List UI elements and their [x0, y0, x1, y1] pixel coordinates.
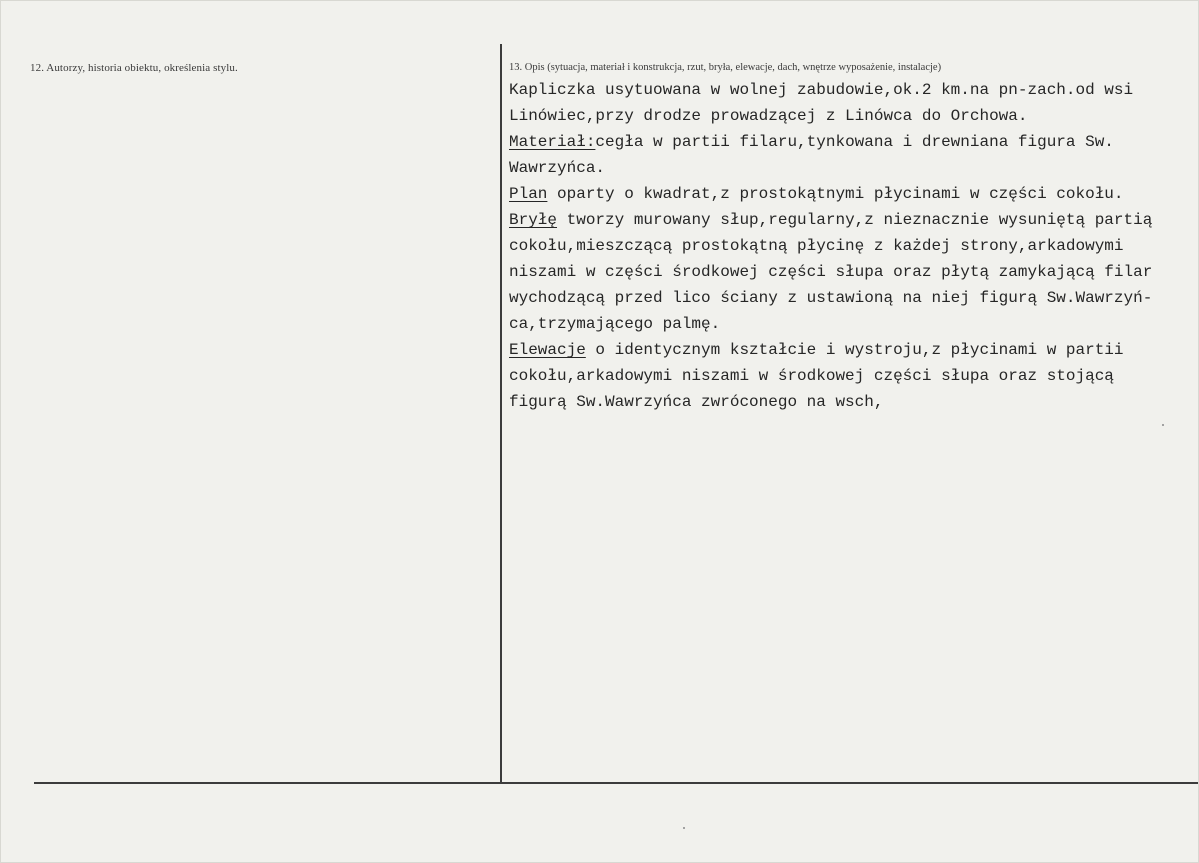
underlined-term: Plan [509, 185, 548, 203]
description-line [509, 103, 1189, 129]
vertical-divider [500, 44, 502, 784]
underlined-term: Bryłę [509, 211, 558, 229]
description-text [509, 77, 1189, 415]
line-text: oparty o kwadrat,z prostokątnymi płycinami w części cokołu. [547, 185, 1124, 203]
line-text: figurą Sw.Wawrzyńca zwróconego na wsch, [509, 393, 884, 411]
line-text: cokołu,mieszczącą prostokątną płycinę z każdej strony,arkadowymi [509, 237, 1124, 255]
line-text: ca,trzymającego palmę. [509, 315, 721, 333]
description-line [509, 155, 1189, 181]
description-line [509, 285, 1189, 311]
description-line [509, 129, 1189, 155]
line-text: niszami w części środkowej części słupa oraz płytą zamykającą filar [509, 263, 1153, 281]
paper-speck [683, 827, 685, 829]
line-text: cegła w partii filaru,tynkowana i drewniana figura Sw. [595, 133, 1114, 151]
description-line [509, 259, 1189, 285]
description-line [509, 311, 1189, 337]
description-line [509, 389, 1189, 415]
line-text: Wawrzyńca. [509, 159, 606, 177]
paper-speck [1162, 424, 1164, 426]
line-text: o identycznym kształcie i wystroju,z płycinami w partii [585, 341, 1124, 359]
description-line [509, 233, 1189, 259]
description-line [509, 181, 1189, 207]
section-12-heading: 12. Autorzy, historia obiektu, określenia stylu. [30, 62, 238, 74]
underlined-term: Elewacje [509, 341, 586, 359]
line-text: Linówiec,przy drodze prowadzącej z Linówca do Orchowa. [509, 107, 1028, 125]
description-line [509, 77, 1189, 103]
line-text: cokołu,arkadowymi niszami w środkowej części słupa oraz stojącą [509, 367, 1114, 385]
section-13-heading: 13. Opis (sytuacja, materiał i konstrukcja, rzut, bryła, elewacje, dach, wnętrze wyposażenie, instalacje) [509, 62, 942, 73]
description-line [509, 337, 1189, 363]
description-line [509, 363, 1189, 389]
line-text: tworzy murowany słup,regularny,z nieznacznie wysuniętą partią [557, 211, 1153, 229]
line-text: wychodzącą przed lico ściany z ustawioną na niej figurą Sw.Wawrzyń- [509, 289, 1153, 307]
line-text: Kapliczka usytuowana w wolnej zabudowie,ok.2 km.na pn-zach.od wsi [509, 81, 1134, 99]
horizontal-divider [34, 782, 1198, 784]
underlined-term: Materiał: [509, 133, 596, 151]
description-line [509, 207, 1189, 233]
